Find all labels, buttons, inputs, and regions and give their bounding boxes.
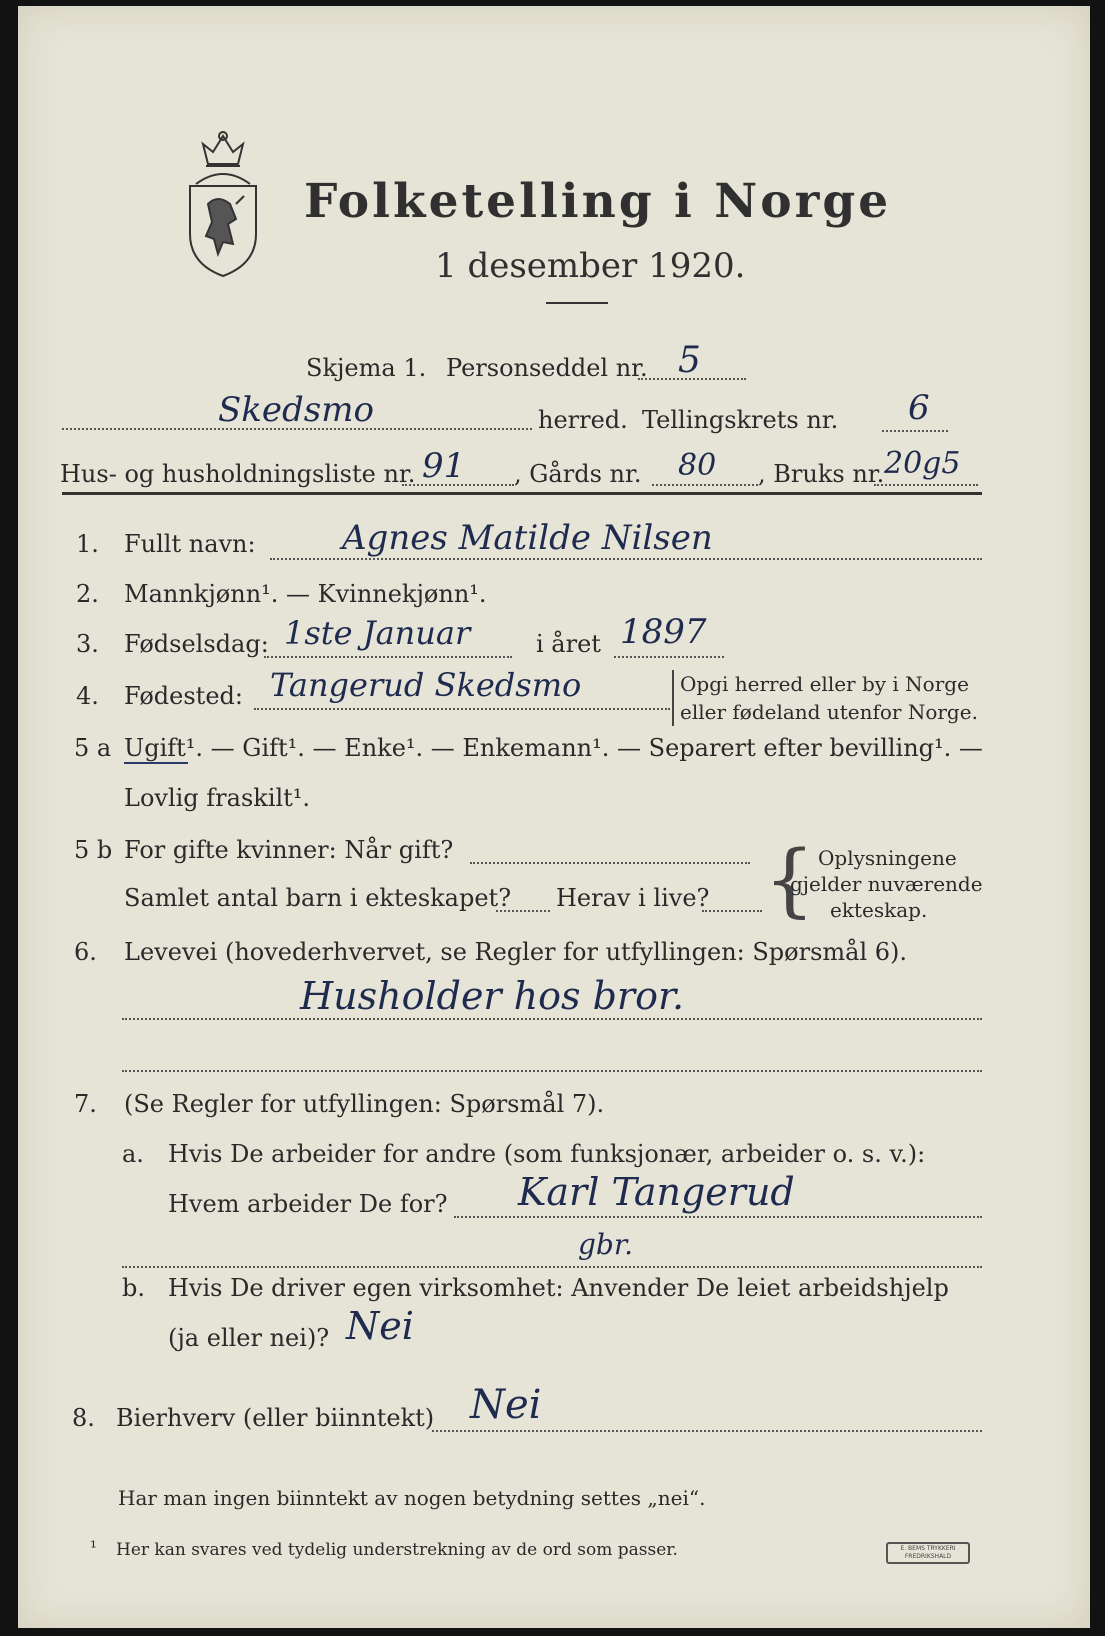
q6-label: Levevei (hovederhvervet, se Regler for utfyllingen: Spørsmål 6). (124, 938, 908, 966)
q2-number: 2. (76, 580, 99, 608)
q5b-line1: For gifte kvinner: Når gift? (124, 836, 454, 864)
q5b-number: 5 b (74, 836, 113, 864)
q5b-note1: Oplysningene (818, 846, 957, 870)
skjema-label: Skjema 1. (306, 354, 427, 382)
tellingskrets-value[interactable]: 6 (908, 388, 930, 428)
q5b-alive-field[interactable] (702, 910, 762, 912)
q8-number: 8. (72, 1404, 95, 1432)
q4-birthplace-value[interactable]: Tangerud Skedsmo (270, 666, 582, 704)
herred-label: herred. (538, 406, 628, 434)
footnote-mark: ¹ (90, 1538, 97, 1558)
form-title: Folketelling i Norge (304, 174, 892, 229)
census-form: Folketelling i Norge 1 desember 1920. Skjema 1. Personseddel nr. 5 Skedsmo herred. Tellingskrets nr. 6 Hus- og husholdningsliste nr. 91 , Gårds nr. 80 , Bruks nr. 20g5 1. Fullt navn: Agnes Matilde Nilsen 2. Mannkjønn¹. — Kvinnekjønn¹. 3. Fødselsdag: 1ste Januar i året 1897 4. Fødested: Tangerud Skedsmo Opgi herred eller by i Norge eller fødeland utenfor Norge. 5 a Ugift¹. — Gift¹. — Enke¹. — Enkemann¹. — Separert efter bevilling¹. — Lovlig fraskilt¹. 5 b For gifte kvinner: Når gift? Samlet antal barn i ekteskapet? Herav i live? { Oplysningene gjelder nuværende ekteskap. 6. Levevei (hovederhvervet, se Regler for utfyllingen: Spørsmål 6). Husholder hos bror. 7. (Se Regler for utfyllingen: Spørsmål 7). a. Hvis De arbeider for andre (som funksjonær, arbeider o. s. v.): Hvem arbeider De for? Karl Tangerud gbr. b. Hvis De driver egen virksomhet: Anvender De leiet arbeidshjelp (ja eller nei)? Nei 8. Bierhverv (eller biinntekt) Nei Har man ingen biinntekt av nogen betydning settes „nei“. ¹ Her kan svares ved tydelig understrekning av de ord som passer. E. BEMS TRYKKERI FREDRIKSHALD (18, 6, 1090, 1628)
q5a-number: 5 a (74, 734, 112, 762)
printer-stamp: E. BEMS TRYKKERI FREDRIKSHALD (886, 1542, 970, 1564)
q5b-children-label: Samlet antal barn i ekteskapet? (124, 884, 512, 912)
q3-year-label: i året (536, 630, 601, 658)
q6-number: 6. (74, 938, 97, 966)
q1-label: Fullt navn: (124, 530, 256, 558)
footer-note: Har man ingen biinntekt av nogen betydning settes „nei“. (118, 1486, 706, 1510)
q7a-employer-value[interactable]: Karl Tangerud (518, 1170, 795, 1214)
q7b-answer-value[interactable]: Nei (346, 1304, 414, 1348)
q7-label: (Se Regler for utfyllingen: Spørsmål 7). (124, 1090, 605, 1118)
q5b-married-field[interactable] (470, 862, 750, 864)
husliste-value[interactable]: 91 (422, 446, 466, 486)
q5b-note3: ekteskap. (830, 898, 928, 922)
gards-value[interactable]: 80 (678, 448, 717, 483)
q5b-alive-label: Herav i live? (556, 884, 710, 912)
footnote-text: Her kan svares ved tydelig understrekning av de ord som passer. (116, 1540, 678, 1560)
form-date: 1 desember 1920. (435, 246, 746, 286)
q2-gender-options[interactable]: Mannkjønn¹. — Kvinnekjønn¹. (124, 580, 487, 608)
q7b-letter: b. (122, 1274, 145, 1302)
herred-value[interactable]: Skedsmo (218, 390, 374, 430)
q8-side-income-value[interactable]: Nei (470, 1382, 542, 1428)
husliste-label: Hus- og husholdningsliste nr. (60, 460, 416, 488)
q7-number: 7. (74, 1090, 97, 1118)
q3-year-value[interactable]: 1897 (620, 612, 707, 652)
q4-note-line2: eller fødeland utenfor Norge. (680, 700, 978, 724)
q1-full-name-value[interactable]: Agnes Matilde Nilsen (342, 518, 713, 558)
q3-label: Fødselsdag: (124, 630, 269, 658)
q6-occupation-value[interactable]: Husholder hos bror. (300, 974, 685, 1018)
q5a-marital-options[interactable]: Ugift¹. — Gift¹. — Enke¹. — Enkemann¹. — Separert efter bevilling¹. — (124, 734, 983, 762)
q7a-letter: a. (122, 1140, 144, 1168)
q4-number: 4. (76, 682, 99, 710)
tellingskrets-label: Tellingskrets nr. (642, 406, 839, 434)
ugift-underline (124, 762, 188, 764)
gards-label: , Gårds nr. (514, 460, 642, 488)
bruks-value[interactable]: 20g5 (884, 446, 961, 481)
q7a-line1: Hvis De arbeider for andre (som funksjonær, arbeider o. s. v.): (168, 1140, 926, 1168)
q8-label: Bierhverv (eller biinntekt) (116, 1404, 435, 1432)
q5b-note2: gjelder nuværende (790, 872, 983, 896)
personseddel-label: Personseddel nr. (446, 354, 648, 382)
q7b-line1: Hvis De driver egen virksomhet: Anvender De leiet arbeidshjelp (168, 1274, 949, 1302)
header-rule (62, 492, 982, 495)
q4-note-line1: Opgi herred eller by i Norge (680, 672, 969, 696)
personseddel-value[interactable]: 5 (678, 340, 701, 381)
norway-coat-of-arms-icon (178, 124, 268, 284)
q3-birthday-value[interactable]: 1ste Januar (284, 614, 471, 652)
q7b-line2: (ja eller nei)? (168, 1324, 330, 1352)
q1-number: 1. (76, 530, 99, 558)
q7a-employer-value-2[interactable]: gbr. (578, 1228, 634, 1261)
q4-label: Fødested: (124, 682, 243, 710)
q5b-children-field[interactable] (496, 910, 550, 912)
bruks-label: , Bruks nr. (758, 460, 885, 488)
title-divider (546, 302, 608, 304)
q7a-line2: Hvem arbeider De for? (168, 1190, 448, 1218)
q3-number: 3. (76, 630, 99, 658)
q5a-marital-options-2[interactable]: Lovlig fraskilt¹. (124, 784, 311, 812)
